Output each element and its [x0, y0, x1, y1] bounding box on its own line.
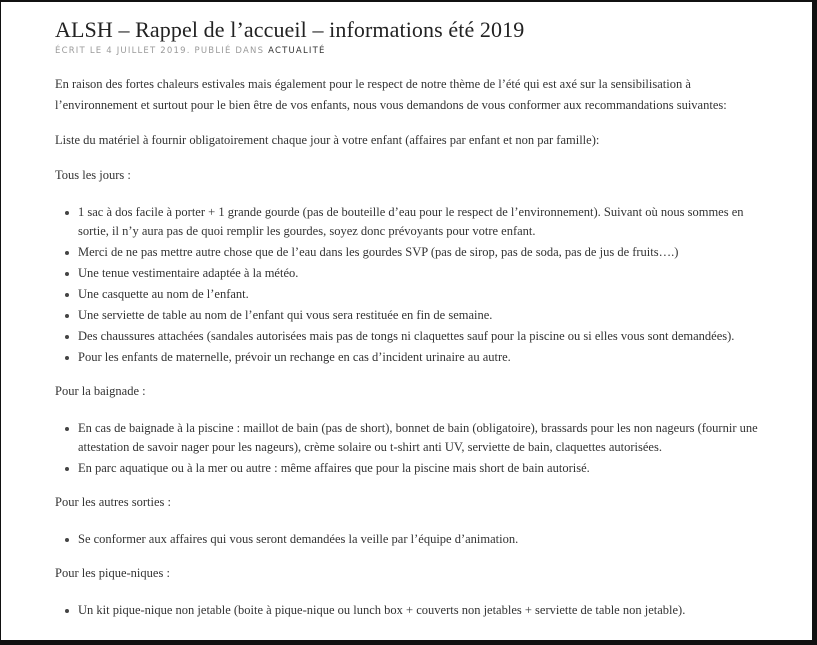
list-intro-paragraph: Liste du matériel à fournir obligatoirement chaque jour à votre enfant (affaires par enfant et non par famille): — [55, 133, 600, 147]
post-meta — [55, 45, 767, 57]
post-category-link[interactable]: ACTUALITÉ — [268, 46, 326, 56]
list-item: En cas de baignade à la piscine : maillot de bain (pas de short), bonnet de bain (obligatoire), brassards pour les non nageurs (fournir une attestation de savoir nager pour les nageurs), crème solaire ou t-shirt anti UV, serviette de bain, claquettes autorisées. — [55, 419, 768, 457]
section-heading-swimming: Pour la baignade : — [55, 384, 146, 398]
list-item: En parc aquatique ou à la mer ou autre : même affaires que pour la piscine mais short de bain autorisé. — [55, 459, 768, 478]
list-item: Une serviette de table au nom de l’enfant qui vous sera restituée en fin de semaine. — [55, 306, 768, 325]
list-outings — [55, 530, 767, 549]
section-heading-picnics: Pour les pique-niques : — [55, 566, 170, 580]
list-item: Merci de ne pas mettre autre chose que de l’eau dans les gourdes SVP (pas de sirop, pas de soda, pas de jus de fruits….) — [55, 243, 768, 262]
list-swimming — [55, 419, 767, 478]
list-item: Une casquette au nom de l’enfant. — [55, 285, 768, 304]
intro-paragraph: En raison des fortes chaleurs estivales mais également pour le respect de notre thème de l’été qui est axé sur la sensibilisation à l’environnement et surtout pour le bien être de vos enfants, nous vous demandons de vous conformer aux recommandations suivantes: — [55, 77, 727, 112]
list-item: Un kit pique-nique non jetable (boite à pique-nique ou lunch box + couverts non jetables + serviette de table non jetable). — [55, 601, 768, 620]
section-heading-outings: Pour les autres sorties : — [55, 495, 171, 509]
article — [55, 16, 767, 622]
list-item: 1 sac à dos facile à porter + 1 grande gourde (pas de bouteille d’eau pour le respect de l’environnement). Suivant où nous sommes en sortie, il n’y aura pas de quoi remplir les gourdes, soyez donc prévoyants pour votre enfant. — [55, 203, 768, 241]
list-picnics — [55, 601, 767, 620]
list-item: Une tenue vestimentaire adaptée à la météo. — [55, 264, 768, 283]
section-heading-daily: Tous les jours : — [55, 168, 131, 182]
post-meta-date: ÉCRIT LE 4 JUILLET 2019. PUBLIÉ DANS — [55, 46, 265, 56]
list-item: Des chaussures attachées (sandales autorisées mais pas de tongs ni claquettes sauf pour la piscine ou si elles vous sont demandées). — [55, 327, 768, 346]
list-item: Se conformer aux affaires qui vous seront demandées la veille par l’équipe d’animation. — [55, 530, 768, 549]
post-title[interactable]: ALSH – Rappel de l’accueil – informations été 2019 — [55, 17, 525, 42]
list-daily — [55, 203, 767, 367]
list-item: Pour les enfants de maternelle, prévoir un rechange en cas d’incident urinaire au autre. — [55, 348, 768, 367]
